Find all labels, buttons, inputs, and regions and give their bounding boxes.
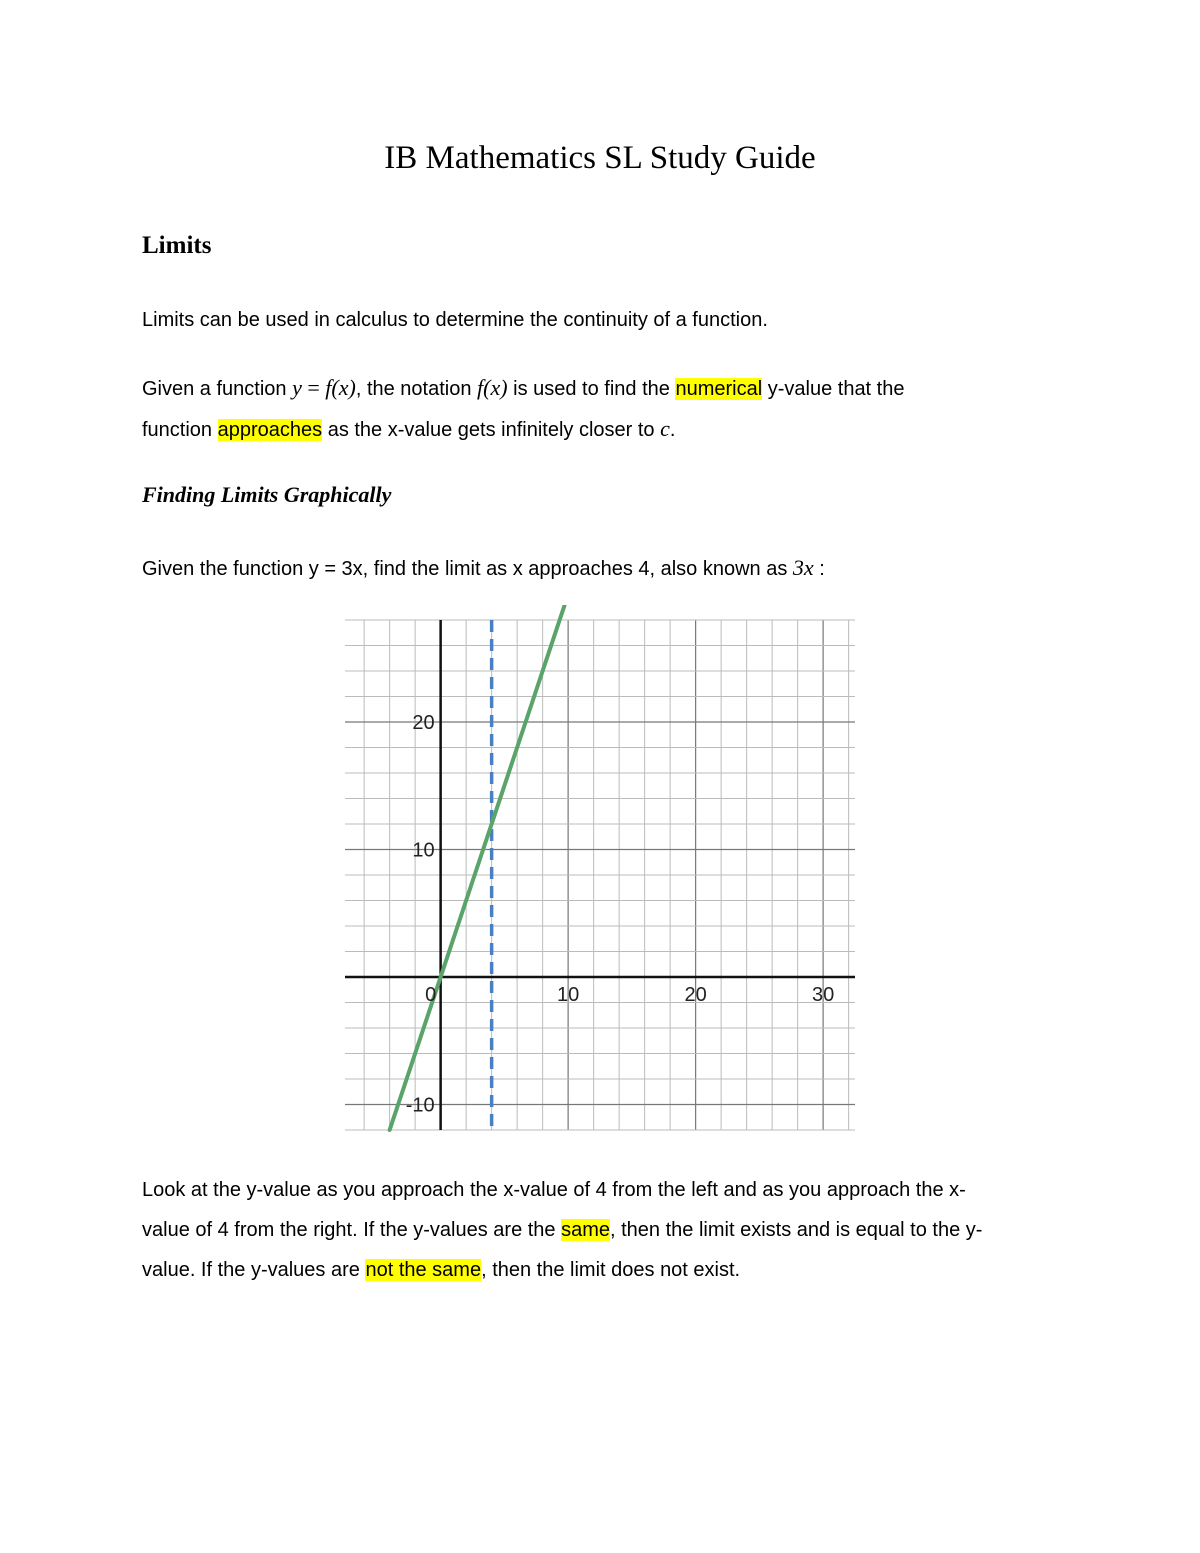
highlight-numerical: numerical — [675, 378, 763, 400]
conclusion-text-2b: , then the limit exists and is equal to the y- — [610, 1219, 983, 1241]
def-text-3: is used to find the — [507, 378, 676, 400]
def-text-1: Given a function — [142, 378, 293, 400]
series-layer — [390, 605, 569, 1130]
def-math-x1: (x) — [331, 375, 356, 400]
conclusion-text-3a: value. If the y-values are — [142, 1259, 366, 1281]
def-text-5: function — [142, 419, 218, 441]
limit-graph — [340, 605, 860, 1135]
def-math-c: c — [660, 416, 670, 441]
highlight-same: same — [561, 1219, 611, 1241]
subheading: Finding Limits Graphically — [142, 482, 392, 507]
def-math-f2: f — [477, 375, 484, 400]
conclusion-text-2a: value of 4 from the right. If the y-values are the — [142, 1219, 562, 1241]
def-math-f1: f — [325, 375, 332, 400]
def-text-7: . — [669, 419, 676, 441]
highlight-not-the-same: not the same — [365, 1259, 482, 1281]
highlight-approaches: approaches — [217, 419, 323, 441]
definition-paragraph — [142, 368, 1062, 450]
y-tick-label: -10 — [405, 1094, 435, 1117]
def-text-4: y-value that the — [762, 378, 905, 400]
grid — [345, 620, 855, 1130]
section-heading: Limits — [142, 232, 212, 259]
conclusion-paragraph — [142, 1170, 1062, 1290]
conclusion-text-3b: , then the limit does not exist. — [481, 1259, 741, 1281]
y-tick-label: 20 — [412, 712, 435, 734]
def-text-6: as the x-value gets infinitely closer to — [322, 419, 661, 441]
x-tick-label: 0 — [425, 984, 437, 1006]
def-math-y: y — [292, 375, 302, 400]
y-tick-label: 10 — [412, 839, 435, 862]
question-paragraph — [142, 548, 1062, 589]
def-math-eq: = — [301, 375, 326, 400]
page-title: IB Mathematics SL Study Guide — [384, 140, 816, 176]
def-math-x2: (x) — [483, 375, 508, 400]
x-tick-label: 20 — [684, 984, 707, 1006]
x-tick-label: 30 — [812, 984, 835, 1006]
def-text-2: , the notation — [355, 378, 478, 400]
x-tick-label: 10 — [557, 984, 580, 1006]
question-text: Given the function y = 3x, find the limit as x approaches 4, also known as — [142, 558, 793, 580]
question-math: 3x — [792, 555, 814, 580]
function-line — [390, 605, 569, 1130]
intro-paragraph: Limits can be used in calculus to determine the continuity of a function. — [142, 309, 768, 331]
conclusion-line-1: Look at the y-value as you approach the x-value of 4 from the left and as you approach the x- — [142, 1179, 966, 1201]
question-text-end: : — [813, 558, 825, 580]
